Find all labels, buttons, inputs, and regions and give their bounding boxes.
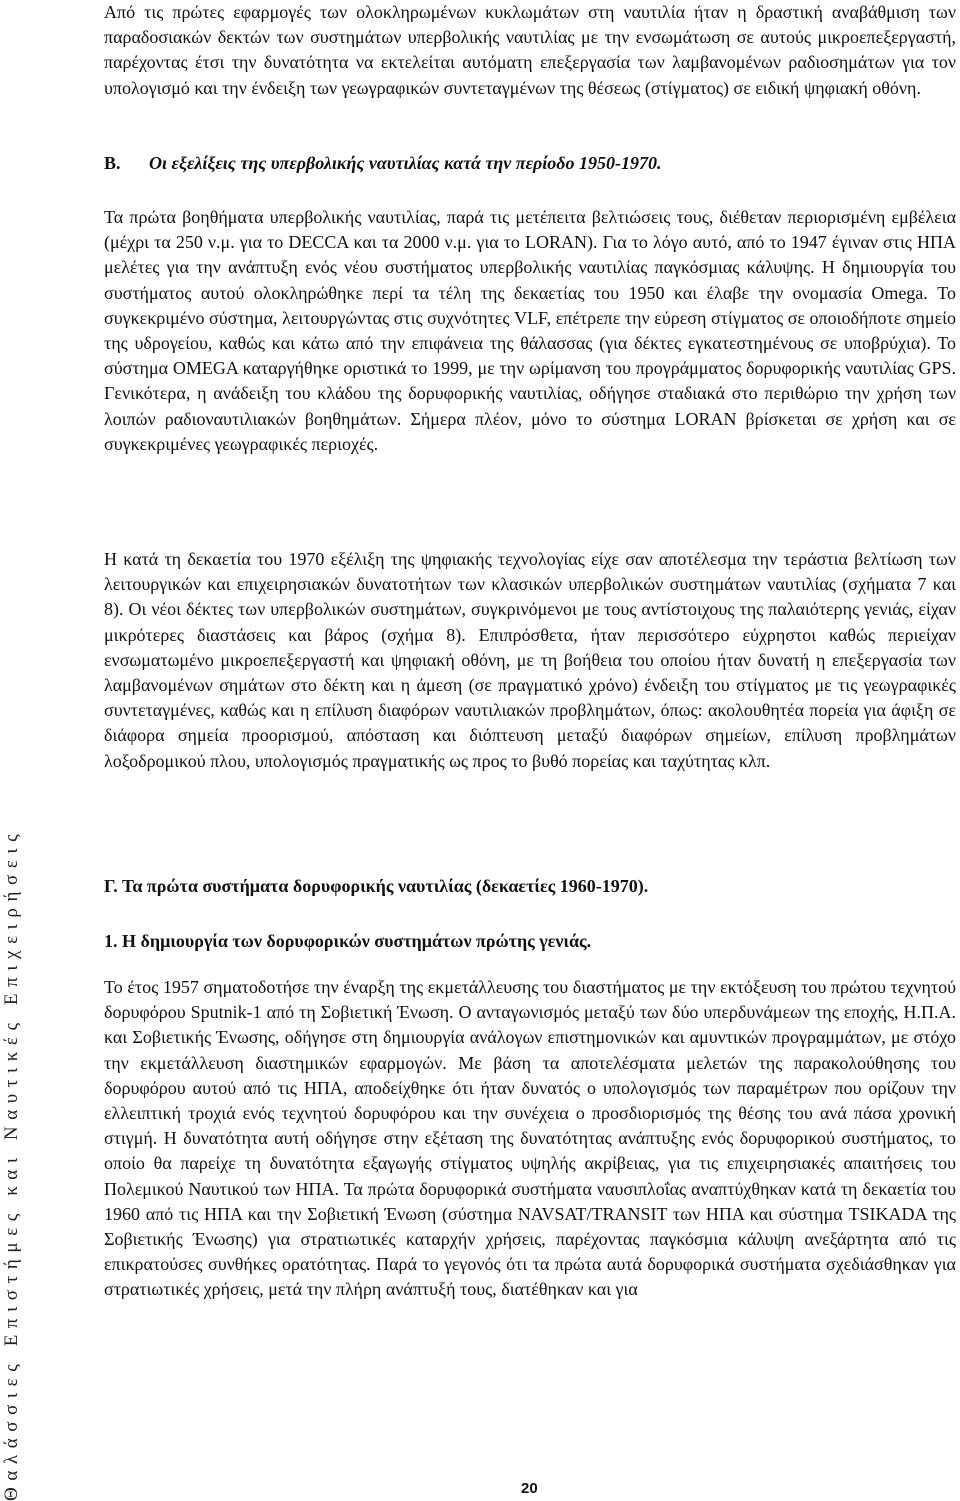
paragraph-hyperbolic-navigation: Τα πρώτα βοηθήματα υπερβολικής ναυτιλίας, παρά τις μετέπειτα βελτιώσεις τους, διέθεταν περιορισμένη εμβέλεια (μέχρι τα 250 ν.μ. για το DECCA και τα 2000 ν.μ. για το LORAN). Για το λόγο αυτό, από το 1947 έγιναν στις ΗΠΑ μελέτες για την ανάπτυξη ενός νέου συστήματος υπερβολικής ναυτιλίας παγκόσμιας κάλυψης. Η δημιουργία του συστήματος αυτού ολοκληρώθηκε περί τα τέλη της δεκαετίας του 1950 και έλαβε την ονομασία Omega. Το συγκεκριμένο σύστημα, λειτουργώντας στις συχνότητες VLF, επέτρεπε την εύρεση στίγματος σε οποιοδήποτε σημείο της υδρογείου, καθώς και κάτω από την επιφάνεια της θάλασσας (για δέκτες εγκατεστημένους σε υποβρύχια). Το σύστημα OMEGA καταργήθηκε οριστικά το 1999, με την ωρίμανση του προγράμματος δορυφορικής ναυτιλίας GPS. Γενικότερα, η ανάδειξη του κλάδου της δορυφορικής ναυτιλίας, οδήγησε σταδιακά στο περιθώριο την χρήση των λοιπών ραδιοναυτιλιακών βοηθημάτων. Σήμερα πλέον, μόνο το σύστημα LORAN βρίσκεται σε χρήση και σε συγκεκριμένες γεωγραφικές περιοχές.	[104, 207, 956, 454]
running-title-sidebar	[0, 670, 22, 1501]
paragraph-ic-receivers: Από τις πρώτες εφαρμογές των ολοκληρωμένων κυκλωμάτων στη ναυτιλία ήταν η δραστική αναβάθμιση των παραδοσιακών δεκτών των συστημάτων υπερβολικής ναυτιλίας με την ενσωμάτωση σε αυτούς μικροεπεξεργαστή, παρέχοντας έτσι την δυνατότητα να εκτελείται αυτόματη επεξεργασία των λαμβανομένων ραδιοσημάτων για τον υπολογισμό και την ένδειξη των γεωγραφικών συντεταγμένων της θέσεως (στίγματος) σε ειδική ψηφιακή οθόνη.	[104, 2, 956, 98]
paragraph-satellite-systems: Το έτος 1957 σηματοδοτήσε την έναρξη της εκμετάλλευσης του διαστήματος με την εκτόξευση του πρώτου τεχνητού δορυφόρου Sputnik-1 από τη Σοβιετική Ένωση. Ο ανταγωνισμός μεταξύ των δύο υπερδυνάμεων της εποχής, Η.Π.Α. και Σοβιετικής Ένωσης, οδήγησε στη δημιουργία ανάλογων επιστημονικών και αμυντικών προγραμμάτων, με στόχο την εκμετάλλευση διαστημικών εφαρμογών. Με βάση τα αποτελέσματα μελετών της παρακολούθησης του δορυφόρου αυτού από τις ΗΠΑ, αποδείχθηκε ότι ήταν δυνατός ο υπολογισμός των παραμέτρων που ορίζουν την ελλειπτική τροχιά ενός τεχνητού δορυφόρου και την συνέχεια ο προσδιορισμός της θέσης του ανά πάσα χρονική στιγμή. Η δυνατότητα αυτή οδήγησε στην εξέταση της δυνατότητας ανάπτυξης ενός δορυφορικού συστήματος, το οποίο θα παρείχε τη δυνατότητα εξαγωγής στίγματος υψηλής ακρίβειας, για τις επιχειρησιακές απαιτήσεις του Πολεμικού Ναυτικού των ΗΠΑ. Τα πρώτα δορυφορικά συστήματα ναυσιπλοΐας αναπτύχθηκαν κατά τη δεκαετία του 1960 από τις ΗΠΑ και την Σοβιετική Ένωση (σύστημα NAVSAT/TRANSIT των ΗΠΑ και σύστημα TSIKADA της Σοβιετικής Ένωσης) για στρατιωτικές καταρχήν χρήσεις, παρέχοντας παγκόσμια κάλυψη ανεξάρτητα από τις επικρατούσες συνθήκες ορατότητας. Παρά το γεγονός ότι τα πρώτα αυτά δορυφορικά συστήματα σχεδιάσθηκαν για στρατιωτικές χρήσεις, μετά την πλήρη ανάπτυξή τους, διατέθηκαν και για	[104, 977, 956, 1300]
section-heading-b	[104, 151, 956, 176]
subsection-heading-1: 1. Η δημιουργία των δορυφορικών συστημάτων πρώτης γενιάς.	[104, 931, 592, 951]
section-heading-c: Γ. Τα πρώτα συστήματα δορυφορικής ναυτιλίας (δεκαετίες 1960-1970).	[104, 876, 649, 896]
page-number: 20	[521, 1480, 538, 1497]
section-heading-b-number: Β.	[104, 153, 121, 173]
running-title: Θαλάσσιες Επιστήμες και Ναυτικές Επιχειρήσεις	[1, 827, 22, 1501]
section-heading-b-title: Οι εξελίξεις της υπερβολικής ναυτιλίας κατά την περίοδο 1950-1970.	[149, 153, 662, 173]
paragraph-digital-technology: Η κατά τη δεκαετία του 1970 εξέλιξη της ψηφιακής τεχνολογίας είχε σαν αποτέλεσμα την τεράστια βελτίωση των λειτουργικών και επιχειρησιακών δυνατοτήτων των κλασικών υπερβολικών συστημάτων ναυτιλίας (σχήματα 7 και 8). Οι νέοι δέκτες των υπερβολικών συστημάτων, συγκρινόμενοι με τους αντίστοιχους της παλαιότερης γενιάς, είχαν μικρότερες διαστάσεις και βάρος (σχήμα 8). Επιπρόσθετα, ήταν περισσότερο εύχρηστοι καθώς περιείχαν ενσωματωμένο μικροεπεξεργαστή και ψηφιακή οθόνη, με τη βοήθεια του οποίου ήταν δυνατή η επεξεργασία των λαμβανομένων σημάτων στο δέκτη και η άμεση (σε πραγματικό χρόνο) ένδειξη του στίγματος με τις γεωγραφικές συντεταγμένες, καθώς και η επίλυση διαφόρων ναυτιλιακών προβλημάτων, όπως: ακολουθητέα πορεία για άφιξη σε διάφορα σημεία προορισμού, απόσταση και διόπτευση μεταξύ διαφόρων σημείων, επίλυση προβλημάτων λοξοδρομικού πλου, υπολογισμός πραγματικής ως προς το βυθό πορείας και ταχύτητας κλπ.	[104, 549, 956, 771]
